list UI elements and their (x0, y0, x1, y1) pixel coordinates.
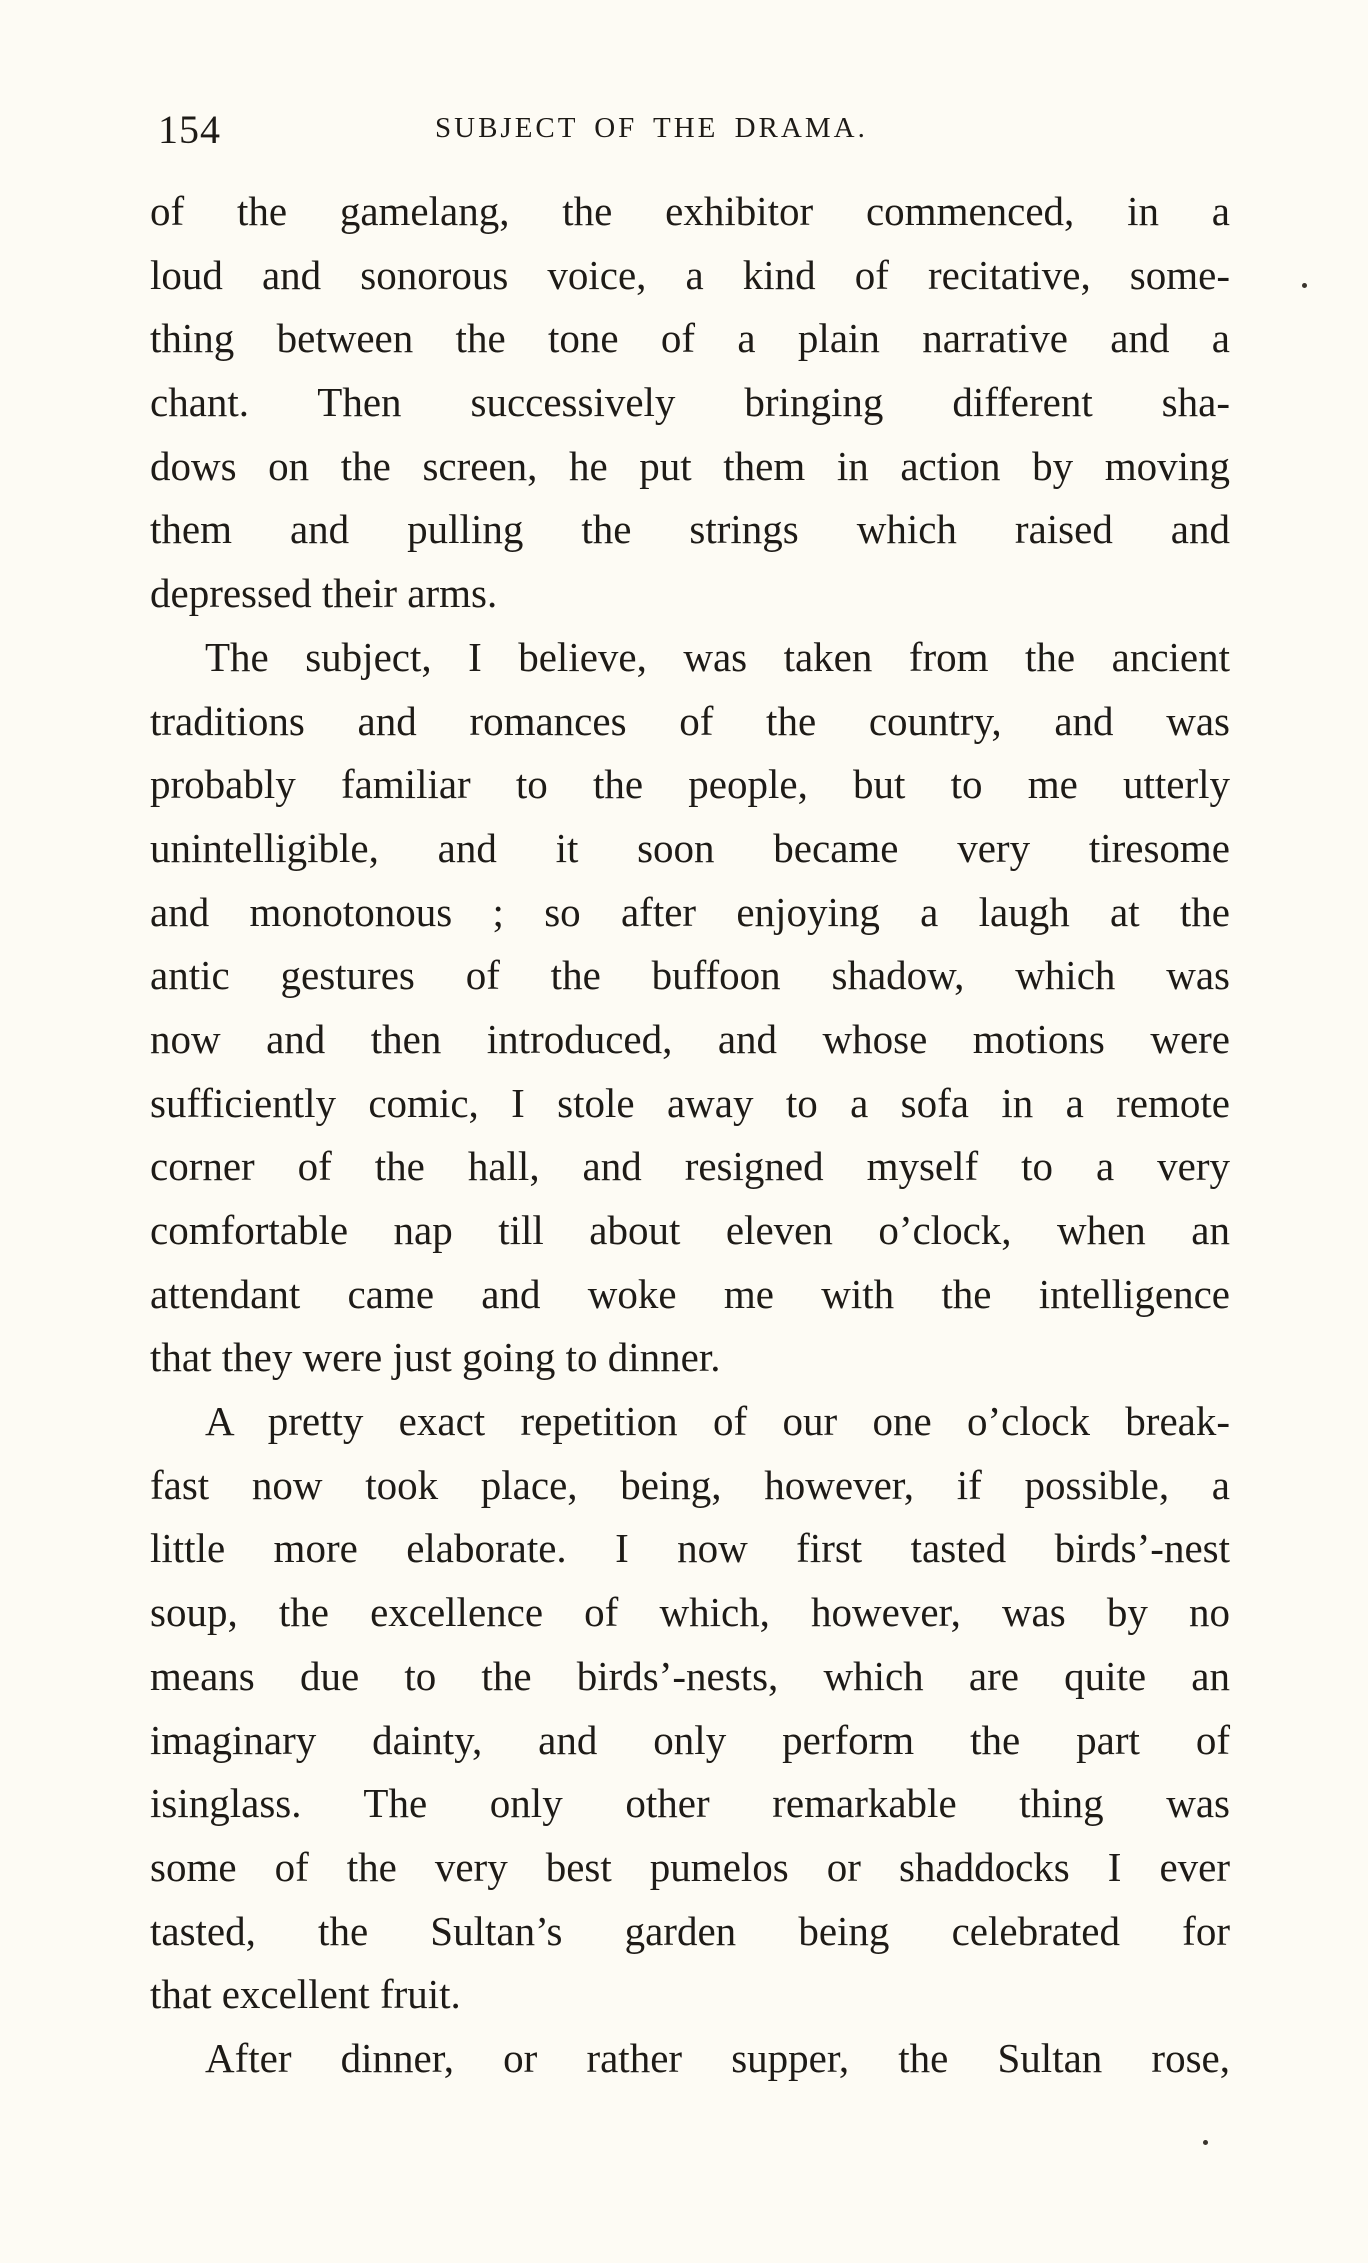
paragraph-start-line: After dinner, or rather supper, the Sultan rose, (205, 2034, 1230, 2081)
text-line: depressed their arms. (150, 570, 498, 617)
text-line: imaginary dainty, and only perform the part of (150, 1716, 1230, 1763)
text-line: little more elaborate. I now first tasted birds’-nest (150, 1525, 1230, 1572)
ink-speck (1203, 2140, 1208, 2145)
ink-speck (1302, 283, 1307, 288)
text-line: them and pulling the strings which raised and (150, 506, 1230, 553)
text-line: traditions and romances of the country, and was (150, 697, 1230, 744)
text-line: unintelligible, and it soon became very tiresome (150, 824, 1230, 871)
text-line: chant. Then successively bringing different sha- (150, 379, 1230, 426)
running-head: SUBJECT OF THE DRAMA. (435, 112, 868, 144)
text-line: antic gestures of the buffoon shadow, which was (150, 952, 1230, 999)
text-line: that they were just going to dinner. (150, 1334, 721, 1381)
text-line: some of the very best pumelos or shaddocks I ever (150, 1843, 1230, 1890)
text-line: dows on the screen, he put them in action by moving (150, 442, 1230, 489)
paragraph-start-line: A pretty exact repetition of our one o’clock break- (205, 1398, 1230, 1445)
body-text (150, 180, 1230, 2091)
text-line: now and then introduced, and whose motions were (150, 1015, 1230, 1062)
text-line: probably familiar to the people, but to me utterly (150, 761, 1230, 808)
page-number: 154 (158, 107, 221, 152)
text-line: sufficiently comic, I stole away to a sofa in a remote (150, 1079, 1230, 1126)
text-line: tasted, the Sultan’s garden being celebrated for (150, 1907, 1230, 1954)
text-line: comfortable nap till about eleven o’clock, when an (150, 1207, 1230, 1253)
text-line: isinglass. The only other remarkable thing was (150, 1780, 1230, 1827)
text-line: and monotonous ; so after enjoying a laugh at the (150, 888, 1230, 935)
text-line: corner of the hall, and resigned myself to a very (150, 1143, 1230, 1190)
text-line: loud and sonorous voice, a kind of recitative, some- (150, 251, 1230, 298)
text-line: soup, the excellence of which, however, was by no (150, 1589, 1230, 1636)
text-line: that excellent fruit. (150, 1971, 461, 2018)
text-line: attendant came and woke me with the intelligence (150, 1270, 1230, 1317)
text-line: thing between the tone of a plain narrative and a (150, 315, 1230, 362)
page-header (150, 100, 1230, 160)
paragraph-start-line: The subject, I believe, was taken from the ancient (205, 633, 1230, 680)
text-line: of the gamelang, the exhibitor commenced, in a (150, 188, 1230, 234)
text-line: means due to the birds’-nests, which are quite an (150, 1652, 1230, 1699)
text-line: fast now took place, being, however, if possible, a (150, 1461, 1230, 1508)
